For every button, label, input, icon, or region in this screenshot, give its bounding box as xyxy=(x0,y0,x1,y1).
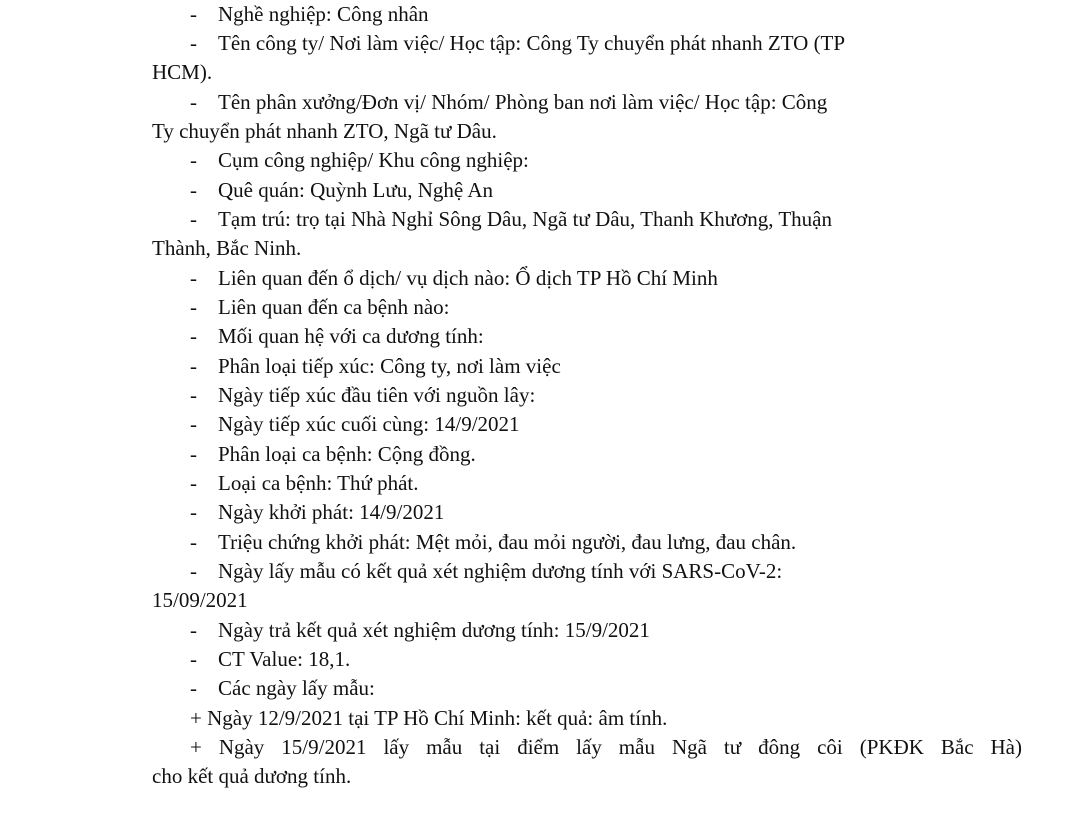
field-contact-type: - Phân loại tiếp xúc: Công ty, nơi làm việc xyxy=(152,352,1022,381)
field-first-contact-date: - Ngày tiếp xúc đầu tiên với nguồn lây: xyxy=(152,381,1022,410)
field-company: - Tên công ty/ Nơi làm việc/ Học tập: Công Ty chuyển phát nhanh ZTO (TP xyxy=(152,29,1022,58)
field-onset-symptoms: - Triệu chứng khởi phát: Mệt mỏi, đau mỏi người, đau lưng, đau chân. xyxy=(152,528,1022,557)
field-result-date: - Ngày trả kết quả xét nghiệm dương tính: 15/9/2021 xyxy=(152,616,1022,645)
field-case-type: - Loại ca bệnh: Thứ phát. xyxy=(152,469,1022,498)
field-positive-sample-date-continued: 15/09/2021 xyxy=(152,588,248,612)
field-sampling-dates: - Các ngày lấy mẫu: xyxy=(152,674,1022,703)
sampling-entry-2: + Ngày 15/9/2021 lấy mẫu tại điểm lấy mẫu Ngã tư đông côi (PKĐK Bắc Hà) xyxy=(190,735,1022,759)
field-workshop-continued: Ty chuyển phát nhanh ZTO, Ngã tư Dâu. xyxy=(152,119,497,143)
field-last-contact-date: - Ngày tiếp xúc cuối cùng: 14/9/2021 xyxy=(152,410,1022,439)
field-temporary-residence: - Tạm trú: trọ tại Nhà Nghỉ Sông Dâu, Ngã tư Dâu, Thanh Khương, Thuận xyxy=(152,205,1022,234)
field-company-continued: HCM). xyxy=(152,60,213,84)
field-hometown: - Quê quán: Quỳnh Lưu, Nghệ An xyxy=(152,176,1022,205)
field-onset-date: - Ngày khởi phát: 14/9/2021 xyxy=(152,498,1022,527)
field-related-case: - Liên quan đến ca bệnh nào: xyxy=(152,293,1022,322)
field-ct-value: - CT Value: 18,1. xyxy=(152,645,1022,674)
field-case-classification: - Phân loại ca bệnh: Cộng đồng. xyxy=(152,440,1022,469)
field-relationship: - Mối quan hệ với ca dương tính: xyxy=(152,322,1022,351)
field-temporary-residence-continued: Thành, Bắc Ninh. xyxy=(152,236,302,260)
field-occupation: - Nghề nghiệp: Công nhân xyxy=(152,0,1022,29)
field-positive-sample-date: - Ngày lấy mẫu có kết quả xét nghiệm dương tính với SARS-CoV-2: xyxy=(152,557,1022,586)
sampling-entry-1: + Ngày 12/9/2021 tại TP Hồ Chí Minh: kết quả: âm tính. xyxy=(190,706,668,730)
field-industrial-zone: - Cụm công nghiệp/ Khu công nghiệp: xyxy=(152,146,1022,175)
field-outbreak: - Liên quan đến ổ dịch/ vụ dịch nào: Ổ dịch TP Hồ Chí Minh xyxy=(152,264,1022,293)
field-workshop: - Tên phân xưởng/Đơn vị/ Nhóm/ Phòng ban nơi làm việc/ Học tập: Công xyxy=(152,88,1022,117)
sampling-entry-2-continued: cho kết quả dương tính. xyxy=(152,764,352,788)
